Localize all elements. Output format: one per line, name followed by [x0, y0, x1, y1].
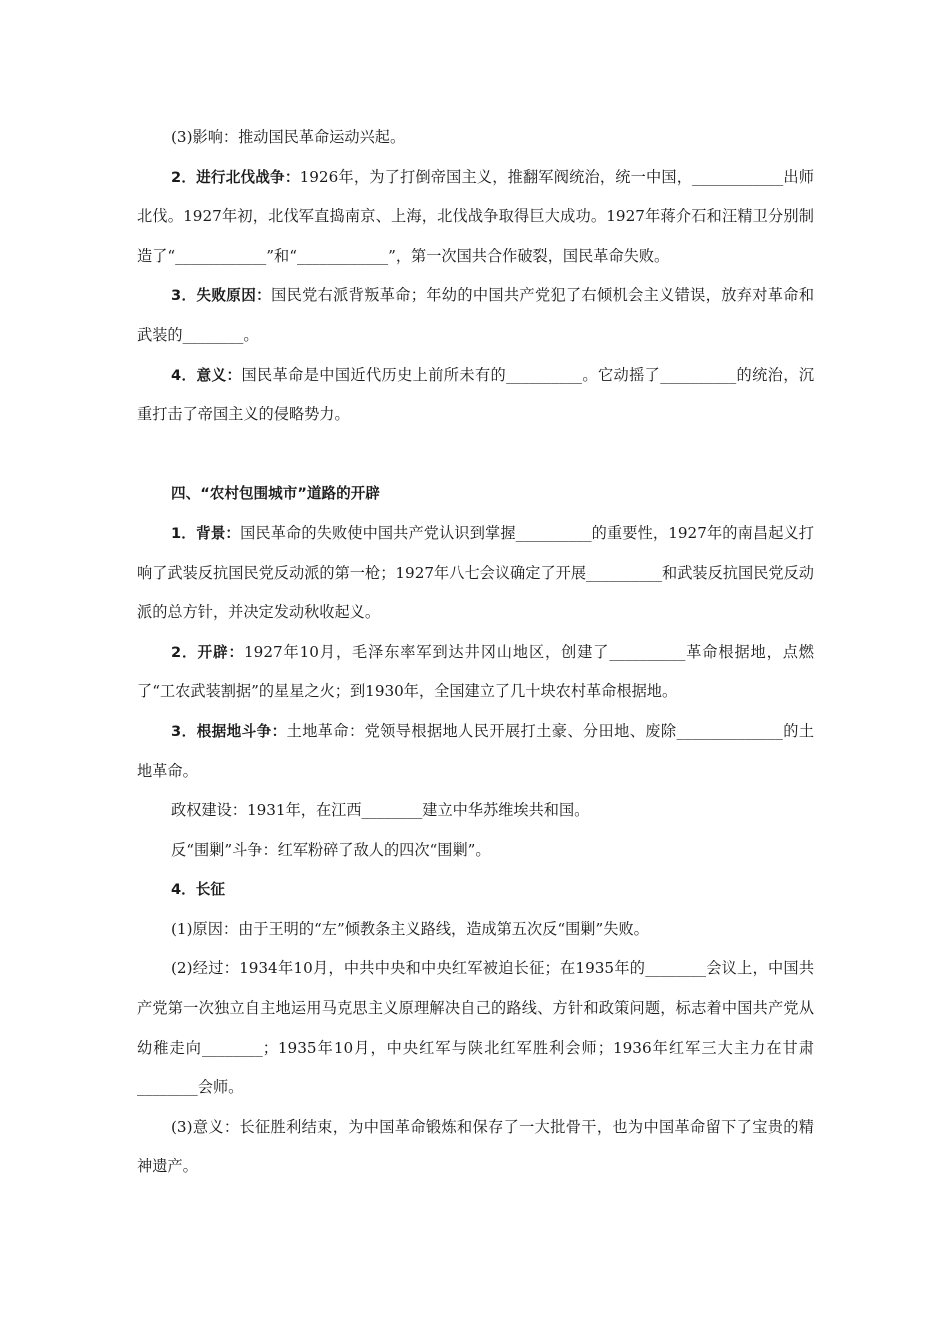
- body-text: 反“围剿”斗争：红军粉碎了敌人的四次“围剿”。: [171, 840, 491, 859]
- paragraph: [137, 276, 814, 355]
- body-text: 1927年10月，毛泽东率军到达井冈山地区，创建了__________革命根据地，点燃了“工农武装割据”的星星之火；到1930年，全国建立了几十块农村革命根据地。: [137, 642, 814, 701]
- paragraph: [137, 949, 814, 1107]
- bold-heading-text: 2．开辟：: [171, 643, 245, 661]
- body-text: (3)意义：长征胜利结束，为中国革命锻炼和保存了一大批骨干，也为中国革命留下了宝贵的精神遗产。: [137, 1117, 814, 1176]
- bold-heading-text: 四、“农村包围城市”道路的开辟: [171, 485, 380, 503]
- bold-heading-text: 3．失败原因：: [171, 287, 272, 305]
- paragraph: [137, 356, 814, 435]
- bold-heading-text: 3．根据地斗争：: [171, 722, 287, 740]
- body-text: (3)影响：推动国民革命运动兴起。: [171, 128, 406, 146]
- paragraph: [137, 474, 814, 514]
- paragraph: [137, 633, 814, 712]
- paragraph: [137, 831, 814, 871]
- bold-heading-text: 1．背景：: [171, 524, 241, 542]
- document-body: [137, 118, 814, 1187]
- paragraph: [137, 870, 814, 910]
- paragraph: [137, 910, 814, 950]
- bold-heading-text: 4．长征: [171, 881, 225, 899]
- paragraph: [137, 791, 814, 831]
- paragraph: [137, 712, 814, 791]
- body-text: 国民党右派背叛革命；年幼的中国共产党犯了右倾机会主义错误，放弃对革命和武装的________。: [137, 286, 815, 344]
- paragraph: [137, 158, 814, 277]
- bold-heading-text: 2．进行北伐战争：: [171, 168, 300, 186]
- paragraph: [137, 514, 814, 633]
- body-text: 土地革命：党领导根据地人民开展打土豪、分田地、废除______________的土地革命。: [137, 721, 815, 780]
- body-text: 1926年，为了打倒帝国主义，推翻军阀统治，统一中国，____________出师北伐。1927年初，北伐军直捣南京、上海，北伐战争取得巨大成功。1927年蒋介石和汪精卫分别制造了“____________”和“____________”，第一次国共合作破裂，国民革命失败。: [137, 167, 814, 265]
- body-text: 国民革命是中国近代历史上前所未有的__________。它动摇了__________的统治，沉重打击了帝国主义的侵略势力。: [137, 365, 815, 424]
- section-gap: [137, 435, 814, 475]
- body-text: (1)原因：由于王明的“左”倾教条主义路线，造成第五次反“围剿”失败。: [171, 919, 649, 938]
- body-text: (2)经过：1934年10月，中共中央和中央红军被迫长征；在1935年的________会议上，中国共产党第一次独立自主地运用马克思主义原理解决自己的路线、方针和政策问题，标志着中国共产党从幼稚走向________；1935年10月，中央红军与陕北红军胜利会师；1936年红军三大主力在甘肃________会师。: [137, 959, 814, 1097]
- bold-heading-text: 4．意义：: [171, 366, 242, 384]
- paragraph: [137, 1108, 814, 1187]
- paragraph: [137, 118, 814, 158]
- body-text: 政权建设：1931年，在江西________建立中华苏维埃共和国。: [171, 801, 590, 820]
- body-text: 国民革命的失败使中国共产党认识到掌握__________的重要性，1927年的南昌起义打响了武装反抗国民党反动派的第一枪；1927年八七会议确定了开展__________和武装反抗国民党反动派的总方针，并决定发动秋收起义。: [137, 523, 814, 622]
